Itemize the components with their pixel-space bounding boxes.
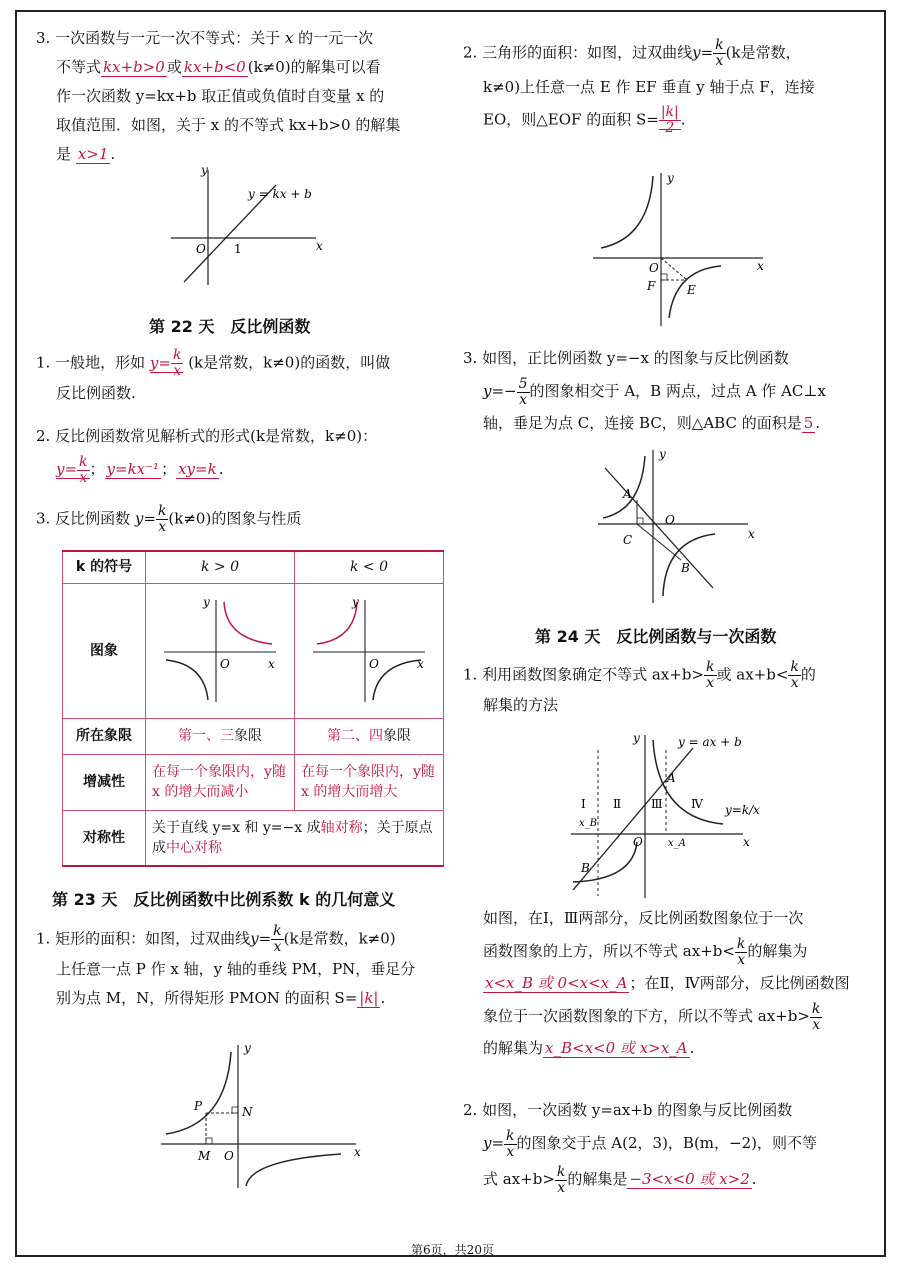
linear-function-graph [166,160,326,290]
svg-text:O: O [369,656,379,671]
answer-abs-k-over-2: $\frac{|k|}{2}$ [660,104,679,136]
svg-text:A: A [667,771,676,785]
header-k-positive: k > 0 [146,551,295,583]
answer-x-gt-1: x>1 [77,145,109,163]
svg-text:B: B [581,861,590,875]
svg-text:y: y [659,448,666,461]
svg-text:A: A [623,487,632,501]
right-item-3-triangle-abc: 3. 如图，正比例函数 y=−x 的图象与反比例函数 y=− $\frac{5}{x}$ 的图象相交于 A，B 两点，过点 A 作 AC⊥x 轴，垂足为点 C，连接 BC，则△ABC 的面积是 5 . [463,349,826,432]
svg-text:F: F [647,279,656,293]
svg-text:x: x [748,527,755,541]
graph-k-negative-cell [295,583,444,718]
rectangle-area-graph [156,1040,376,1190]
day-24-title: 第 24 天 反比例函数与一次函数 [535,627,777,646]
answer-abs-k: |k| [359,989,379,1007]
line-label: y = ax + b [678,735,742,749]
text: 反比例函数常见解析式的形式(k是常数，k≠0)： [55,427,378,445]
text-line: 的一元一次 [298,29,374,47]
svg-text:Ⅱ: Ⅱ [613,797,622,811]
svg-text:Ⅰ: Ⅰ [581,797,586,811]
tick-label-1: 1 [234,242,242,256]
text-line: 如图，在Ⅰ，Ⅲ两部分，反比例函数图象位于一次 [483,909,804,927]
svg-text:x: x [417,656,424,671]
svg-text:B: B [681,561,690,575]
graph-k-positive-cell [146,583,295,718]
text-line: 解集的方法 [483,696,559,714]
row-monotonic-label: 增减性 [63,754,146,810]
text-line: 作一次函数 y=kx+b 取正值或负值时自变量 x 的 [56,87,385,105]
svg-text:O: O [220,656,230,671]
triangle-area-graph [591,168,771,328]
answer-solution-set-1: x<x_B 或 0<x<x_A [485,974,628,992]
linear-vs-inverse-graph [563,730,763,900]
triangle-abc-graph [593,448,763,608]
text: (k是常数，k≠0)的函数，叫做 [188,353,391,372]
answer-y-k-over-x: y= $\frac{k}{x}$ [56,453,88,486]
svg-text:M: M [198,1149,211,1163]
svg-text:Ⅲ: Ⅲ [651,797,663,811]
inverse-function-properties-table: k 的符号 k > 0 k < 0 图象 y x O y x O 所在象限 第一、三象限 第二、四象限 增减性 在每一个象限内，y随 x 的增大而减小 在每一个象限内，y随 x 的增大而增大 对称性 关于直线 y=x 和 y=−x 成轴对称；关于原点成中心对称 [62,550,444,867]
central-symmetry: 中心对称 [166,839,222,856]
quadrant-negative: 第二、四 [327,728,383,744]
day24-item-1: 1. 利用函数图象确定不等式 ax+b> $\frac{k}{x}$ 或 ax+b< $\frac{k}{x}$ 的 解集的方法 [463,660,816,720]
answer-inequality-solution: −3<x<0 或 x>2 [629,1170,750,1188]
origin-label: O [196,242,206,256]
frac-num: k [172,347,182,363]
frac-den: x [173,363,182,379]
day23-item-1: 1. 矩形的面积：如图，过双曲线y= $\frac{k}{x}$ (k是常数，k≠0) 上任意一点 P 作 x 轴，y 轴的垂线 PM，PN，垂足分 别为点 M，N，所得矩形 PMON 的面积 S= |k| . [36,923,416,1007]
svg-text:O: O [665,513,675,527]
day22-item-2: 2. 反比例函数常见解析式的形式(k是常数，k≠0)： y= $\frac{k}{x}$ ； y=kx⁻¹ ； xy=k . [36,427,378,486]
text: (k≠0)的解集可以看 [247,58,381,76]
item-number: 1. [36,353,51,372]
svg-text:O: O [633,835,643,849]
svg-text:y: y [244,1041,251,1055]
right-item-2-triangle-area: 2. 三角形的面积：如图，过双曲线y= $\frac{k}{x}$ (k是常数， k≠0)上任意一点 E 作 EF 垂直 y 轴于点 F，连接 EO，则△EOF 的面积 S= $\frac{|k|}{2}$ . [463,37,815,136]
svg-text:O: O [649,261,659,275]
text: 或 [166,58,182,76]
item-3-linear-inequality: 3. 一次函数与一元一次不等式：关于 x 的一元一次 不等式 kx+b>0 或 kx+b<0 (k≠0)的解集可以看 作一次函数 y=kx+b 取正值或负值时自变量 x 的 取值范围．如图，关于 x 的不等式 kx+b>0 的解集 是 x>1 . [36,29,401,163]
text-line: 一次函数与一元一次不等式：关于 [55,29,281,47]
answer-solution-set-2: x_B<x<0 或 x>x_A [545,1039,688,1057]
day-23-title: 第 23 天 反比例函数中比例系数 k 的几何意义 [52,890,396,909]
text-line: 反比例函数. [56,384,136,402]
svg-text:C: C [623,533,633,547]
day24-item-1-explanation: 如图，在Ⅰ，Ⅲ两部分，反比例函数图象位于一次 函数图象的上方，所以不等式 ax+b< $\frac{k}{x}$ 的解集为 x<x_B 或 0<x<x_A ；在Ⅱ，Ⅳ两部分，反比例函数图 象位于一次函数图象的下方，所以不等式 ax+b> $\frac{k}{x}$ 的解集为 x_B<x<0 或 x>x_A . [463,904,850,1063]
symmetry-cell: 关于直线 y=x 和 y=−x 成轴对称；关于原点成中心对称 [146,810,444,866]
answer-y-kx-inverse: y=kx⁻¹ [106,460,160,478]
svg-text:P: P [194,1099,203,1113]
svg-text:y: y [203,594,210,609]
axial-symmetry: 轴对称 [320,819,363,836]
answer-area-5: 5 [803,414,814,432]
svg-text:O: O [224,1149,234,1163]
day24-item-2: 2. 如图，一次函数 y=ax+b 的图象与反比例函数 y= $\frac{k}{x}$ 的图象交于点 A(2，3)，B(m，−2)，则不等 式 ax+b> $\frac{k}{x}$ 的解集是 −3<x<0 或 x>2 . [463,1101,817,1196]
svg-text:N: N [242,1105,253,1119]
item-number: 3. [36,29,51,47]
graph-k-negative [295,584,443,712]
svg-text:y: y [633,731,640,745]
answer-kx-b-gt-0: kx+b>0 [103,58,165,76]
graph-k-positive [146,584,294,712]
text: 反比例函数 [55,509,131,528]
svg-text:x: x [354,1145,361,1159]
svg-text:x_B: x_B [579,818,597,829]
answer-xy-k: xy=k [178,460,217,478]
text: 是 [56,145,72,163]
svg-text:x: x [757,259,764,273]
y-axis-label: y [201,163,208,177]
svg-text:y=k/x: y=k/x [725,803,760,817]
svg-text:Ⅳ: Ⅳ [691,797,703,811]
svg-text:x: x [743,835,750,849]
row-graph-label: 图象 [63,583,146,718]
day22-item-3: 3. 反比例函数 y= $\frac{k}{x}$ (k≠0)的图象与性质 [36,503,302,535]
monotonic-negative: 在每一个象限内，y随 x 的增大而增大 [295,754,444,810]
row-symmetry-label: 对称性 [63,810,146,866]
row-quadrant-label: 所在象限 [63,718,146,754]
svg-text:x: x [268,656,275,671]
text-line: k≠0)上任意一点 E 作 EF 垂直 y 轴于点 F，连接 [483,78,815,96]
svg-text:x_A: x_A [668,838,686,849]
text: 一般地，形如 [55,353,146,372]
line-label: y = kx + b [248,187,312,201]
header-k-sign: k 的符号 [63,551,146,583]
svg-text:y: y [352,594,359,609]
svg-text:E: E [687,283,696,297]
item-number: 2. [36,427,51,445]
text: (k≠0)的图象与性质 [168,509,302,528]
x-axis-label: x [316,239,323,253]
monotonic-positive: 在每一个象限内，y随 x 的增大而减小 [146,754,295,810]
svg-text:y: y [667,171,674,185]
text: 不等式 [56,58,102,76]
text-line: 取值范围．如图，关于 x 的不等式 kx+b>0 的解集 [56,116,401,134]
answer-kx-b-lt-0: kx+b<0 [183,58,246,76]
day22-item-1: 1. 一般地，形如 y= $\frac{k}{x}$ (k是常数，k≠0)的函数，叫做 反比例函数. [36,348,390,408]
day-22-title: 第 22 天 反比例函数 [149,317,311,336]
quadrant-positive: 第一、三 [178,728,234,744]
text-line: 上任意一点 P 作 x 轴，y 轴的垂线 PM，PN，垂足分 [56,960,416,978]
page-number-footer: 第6页，共20页 [411,1243,494,1257]
header-k-negative: k < 0 [295,551,444,583]
item-number: 3. [36,509,51,528]
